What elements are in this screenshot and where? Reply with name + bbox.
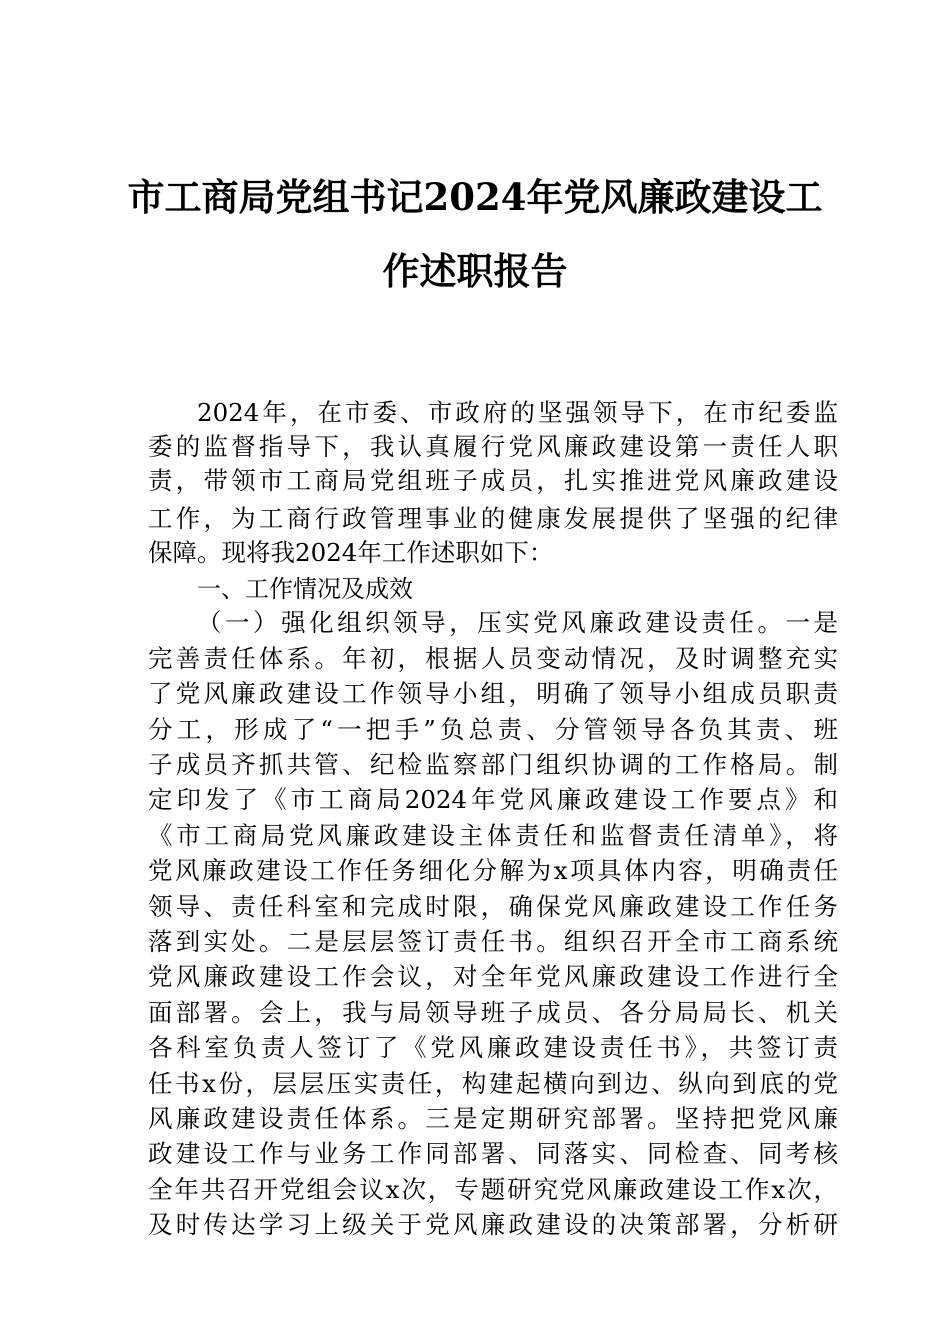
section-line-15: 风廉政建设责任体系。三是定期研究部署。坚持把党风廉 [148,1104,838,1133]
intro-line-4: 工作，为工商行政管理事业的健康发展提供了坚强的纪律 [148,504,838,533]
section-line-9: 领导、责任科室和完成时限，确保党风廉政建设工作任务 [148,892,838,921]
section-line-18: 及时传达学习上级关于党风廉政建设的决策部署，分析研 [148,1210,838,1239]
section-line-8: 党风廉政建设工作任务细化分解为x项具体内容，明确责任 [148,856,838,885]
section-line-16: 政建设工作与业务工作同部署、同落实、同检查、同考核 [148,1139,838,1168]
section-line-14: 任书x份，层层压实责任，构建起横向到边、纵向到底的党 [148,1069,838,1098]
document-title [120,160,830,308]
intro-line-5: 保障。现将我2024年工作述职如下： [148,538,554,567]
section-heading: 一、工作情况及成效 [197,575,413,603]
section-line-11: 党风廉政建设工作会议，对全年党风廉政建设工作进行全 [148,962,838,991]
section-line-17: 全年共召开党组会议x次，专题研究党风廉政建设工作x次， [148,1175,838,1204]
section-line-10: 落到实处。二是层层签订责任书。组织召开全市工商系统 [148,927,838,956]
title-line-1: 市工商局党组书记2024年党风廉政建设工 [127,175,823,219]
section-line-13: 各科室负责人签订了《党风廉政建设责任书》，共签订责 [148,1033,838,1062]
section-line-5: 子成员齐抓共管、纪检监察部门组织协调的工作格局。制 [148,750,838,779]
section-line-3: 了党风廉政建设工作领导小组，明确了领导小组成员职责 [148,679,838,708]
section-line-12: 面部署。会上，我与局领导班子成员、各分局局长、机关 [148,998,838,1027]
intro-line-3: 责，带领市工商局党组班子成员，扎实推进党风廉政建设 [148,466,838,495]
section-line-4: 分工，形成了“一把手”负总责、分管领导各负其责、班 [148,715,838,744]
intro-line-2: 委的监督指导下，我认真履行党风廉政建设第一责任人职 [148,432,838,461]
section-line-2: 完善责任体系。年初，根据人员变动情况，及时调整充实 [148,644,838,673]
section-line-1: （一）强化组织领导，压实党风廉政建设责任。一是 [197,608,838,637]
title-line-2: 作述职报告 [382,249,568,293]
intro-line-1: 2024年，在市委、市政府的坚强领导下，在市纪委监 [197,398,838,427]
section-line-7: 《市工商局党风廉政建设主体责任和监督责任清单》，将 [148,821,838,850]
section-line-6: 定印发了《市工商局2024年党风廉政建设工作要点》和 [148,785,838,814]
